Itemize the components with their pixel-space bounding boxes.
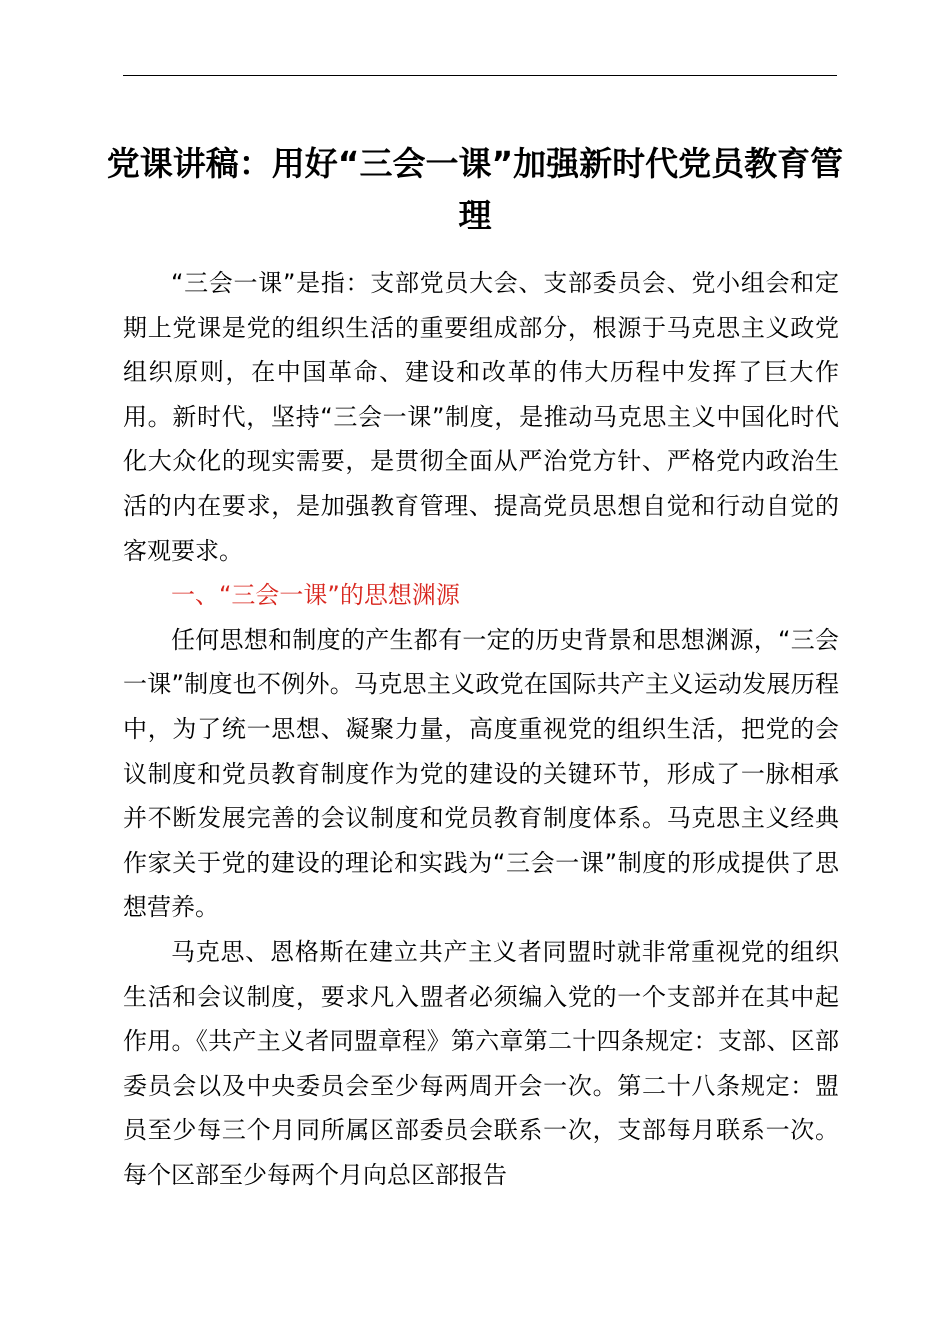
header-rule [123, 75, 837, 76]
paragraph-marx-engels: 马克思、恩格斯在建立共产主义者同盟时就非常重视党的组织生活和会议制度，要求凡入盟者必须编入党的一个支部并在其中起作用。《共产主义者同盟章程》第六章第二十四条规定：支部、区部委员会以及中央委员会至少每两周开会一次。第二十八条规定：盟员至少每三个月同所属区部委员会联系一次，支部每月联系一次。每个区部至少每两个月向总区部报告 [123, 937, 839, 1189]
paragraph-origin: 任何思想和制度的产生都有一定的历史背景和思想渊源，“三会一课”制度也不例外。马克思主义政党在国际共产主义运动发展历程中，为了统一思想、凝聚力量，高度重视党的组织生活，把党的会议制度和党员教育制度作为党的建设的关键环节，形成了一脉相承并不断发展完善的会议制度和党员教育制度体系。马克思主义经典作家关于党的建设的理论和实践为“三会一课”制度的形成提供了思想营养。 [123, 625, 839, 922]
paragraph-intro: “三会一课”是指：支部党员大会、支部委员会、党小组会和定期上党课是党的组织生活的重要组成部分，根源于马克思主义政党组织原则，在中国革命、建设和改革的伟大历程中发挥了巨大作用。新时代，坚持“三会一课”制度，是推动马克思主义中国化时代化大众化的现实需要，是贯彻全面从严治党方针、严格党内政治生活的内在要求，是加强教育管理、提高党员思想自觉和行动自觉的客观要求。 [123, 269, 839, 565]
document-title: 党课讲稿：用好“三会一课”加强新时代党员教育管理 [106, 144, 844, 235]
document-body [123, 261, 839, 1197]
section-heading-1: 一、“三会一课”的思想渊源 [171, 581, 460, 610]
